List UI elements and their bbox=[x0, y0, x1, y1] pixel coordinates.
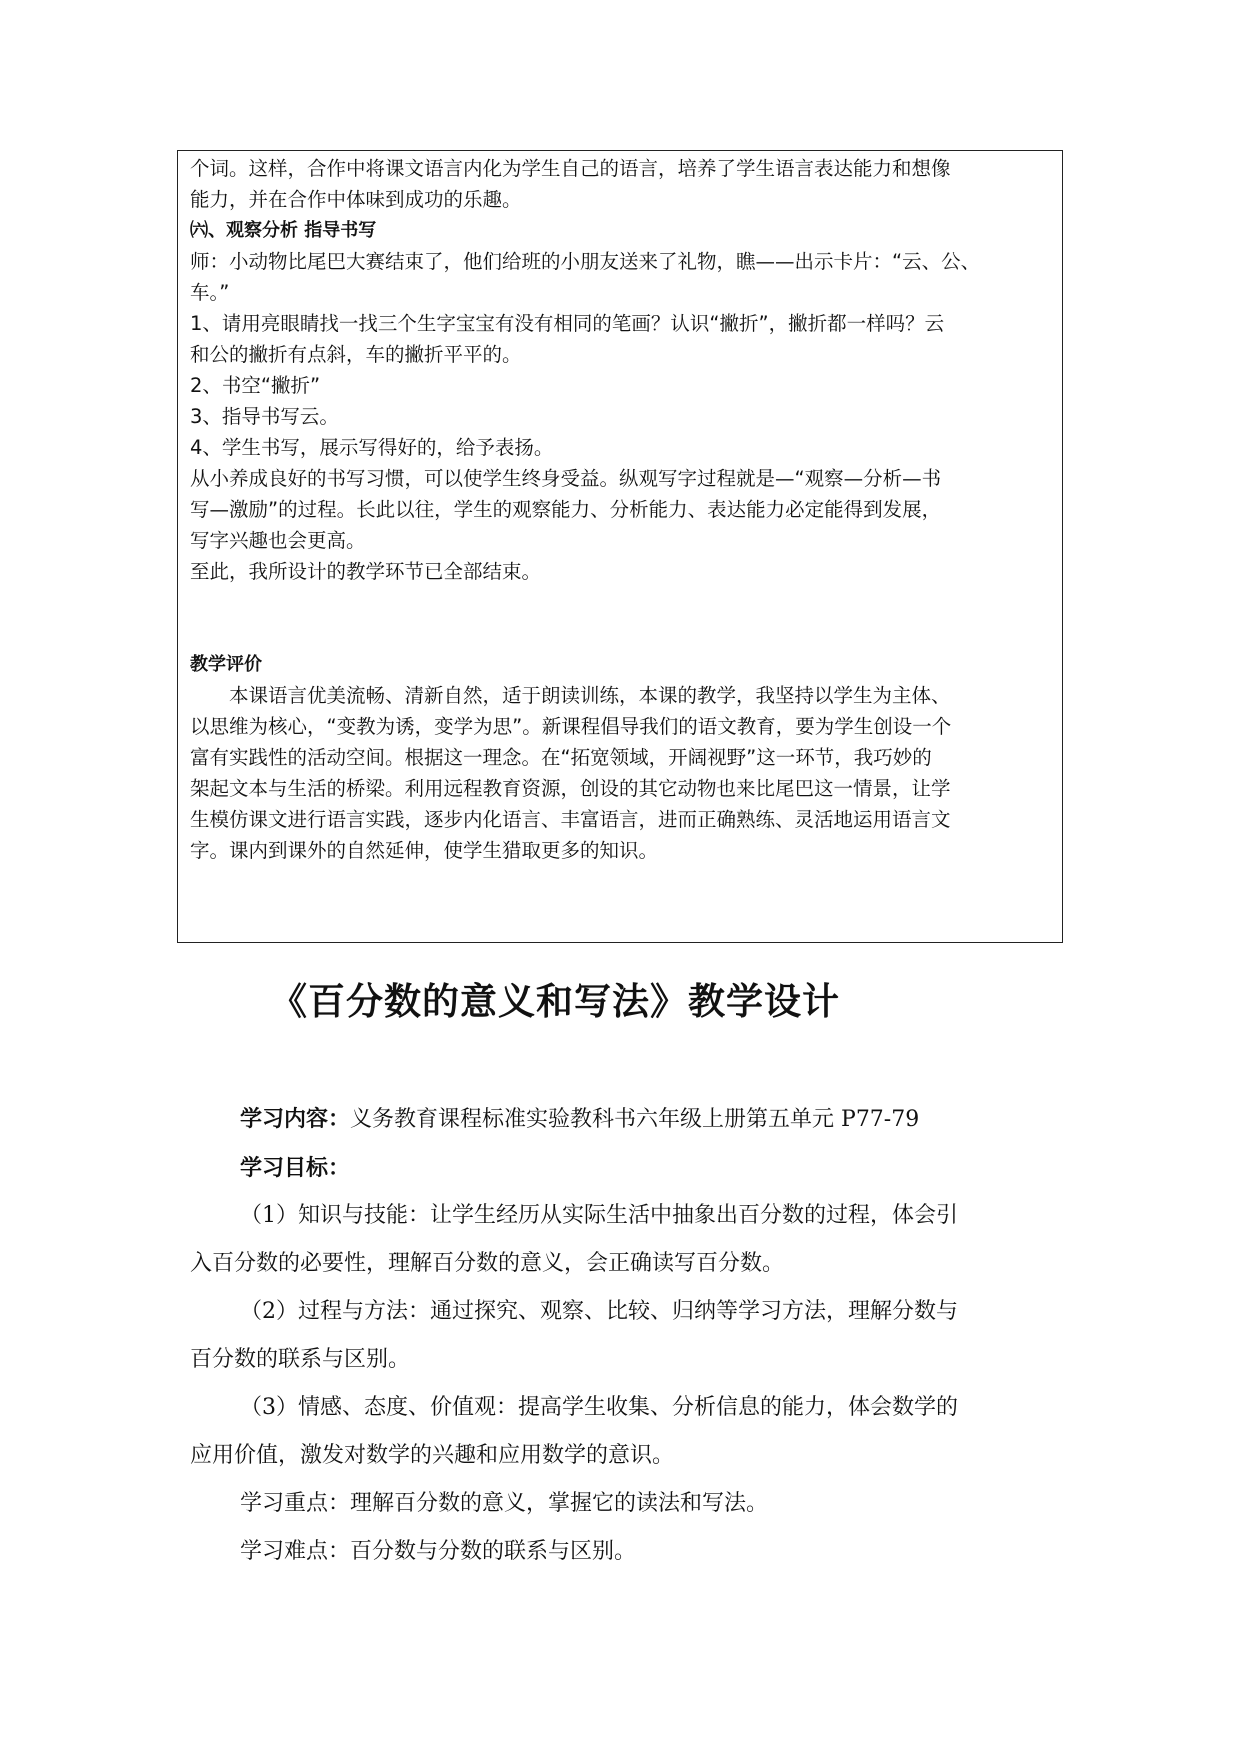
step-line: 3、指导书写云。 bbox=[190, 405, 339, 428]
content-value: 义务教育课程标准实验教科书六年级上册第五单元 P77-79 bbox=[350, 1107, 920, 1132]
text-line: 写字兴趣也会更高。 bbox=[190, 529, 366, 552]
goals-label: 学习目标： bbox=[240, 1155, 351, 1181]
text-line: 车。” bbox=[190, 281, 230, 304]
text-line: 能力，并在合作中体味到成功的乐趣。 bbox=[190, 188, 522, 211]
step-line: 和公的撇折有点斜，车的撇折平平的。 bbox=[190, 343, 522, 366]
evaluation-line: 字。课内到课外的自然延伸，使学生猎取更多的知识。 bbox=[190, 839, 659, 862]
key-point: 学习重点：理解百分数的意义，掌握它的读法和写法。 bbox=[240, 1491, 769, 1516]
content-line bbox=[190, 1095, 1060, 1144]
evaluation-line: 生模仿课文进行语言实践，逐步内化语言、丰富语言，进而正确熟练、灵活地运用语言文 bbox=[190, 808, 951, 831]
text-line: 写—激励”的过程。长此以往，学生的观察能力、分析能力、表达能力必定能得到发展， bbox=[190, 498, 942, 521]
evaluation-line: 富有实践性的活动空间。根据这一理念。在“拓宽领域，开阔视野”这一环节，我巧妙的 bbox=[190, 746, 932, 769]
evaluation-line: 架起文本与生活的桥梁。利用远程教育资源，创设的其它动物也来比尾巴这一情景，让学 bbox=[190, 777, 951, 800]
goal-line: 应用价值，激发对数学的兴趣和应用数学的意识。 bbox=[190, 1443, 675, 1468]
text-line: 个词。这样，合作中将课文语言内化为学生自己的语言，培养了学生语言表达能力和想像 bbox=[190, 157, 951, 180]
step-line: 4、学生书写，展示写得好的，给予表扬。 bbox=[190, 436, 554, 459]
text-line: 师：小动物比尾巴大赛结束了，他们给班的小朋友送来了礼物，瞧——出示卡片：“云、公、 bbox=[190, 250, 981, 273]
goal-line: （1）知识与技能：让学生经历从实际生活中抽象出百分数的过程，体会引 bbox=[240, 1203, 958, 1228]
goal-line: 百分数的联系与区别。 bbox=[190, 1347, 411, 1372]
step-line: 1、请用亮眼睛找一找三个生字宝宝有没有相同的笔画？认识“撇折”，撇折都一样吗？云 bbox=[190, 312, 945, 335]
lesson-notes-box bbox=[177, 150, 1063, 943]
document-title: 《百分数的意义和写法》教学设计 bbox=[270, 979, 840, 1023]
goal-line: 入百分数的必要性，理解百分数的意义，会正确读写百分数。 bbox=[190, 1251, 785, 1276]
step-line: 2、书空“撇折” bbox=[190, 374, 321, 397]
lesson-plan-body bbox=[190, 1095, 1060, 1576]
evaluation-heading: 教学评价 bbox=[190, 654, 262, 675]
content-label: 学习内容： bbox=[240, 1106, 351, 1132]
text-line: 从小养成良好的书写习惯，可以使学生终身受益。纵观写字过程就是—“观察—分析—书 bbox=[190, 467, 942, 490]
evaluation-line: 以思维为核心，“变教为诱，变学为思”。新课程倡导我们的语文教育，要为学生创设一个 bbox=[190, 715, 952, 738]
section-heading: ㈥、观察分析 指导书写 bbox=[190, 220, 377, 241]
difficulty: 学习难点：百分数与分数的联系与区别。 bbox=[240, 1539, 637, 1564]
evaluation-line: 本课语言优美流畅、清新自然，适于朗读训练，本课的教学，我坚持以学生为主体、 bbox=[229, 684, 951, 707]
goal-line: （3）情感、态度、价值观：提高学生收集、分析信息的能力，体会数学的 bbox=[240, 1395, 958, 1420]
goal-line: （2）过程与方法：通过探究、观察、比较、归纳等学习方法，理解分数与 bbox=[240, 1299, 958, 1324]
text-line: 至此，我所设计的教学环节已全部结束。 bbox=[190, 560, 542, 583]
